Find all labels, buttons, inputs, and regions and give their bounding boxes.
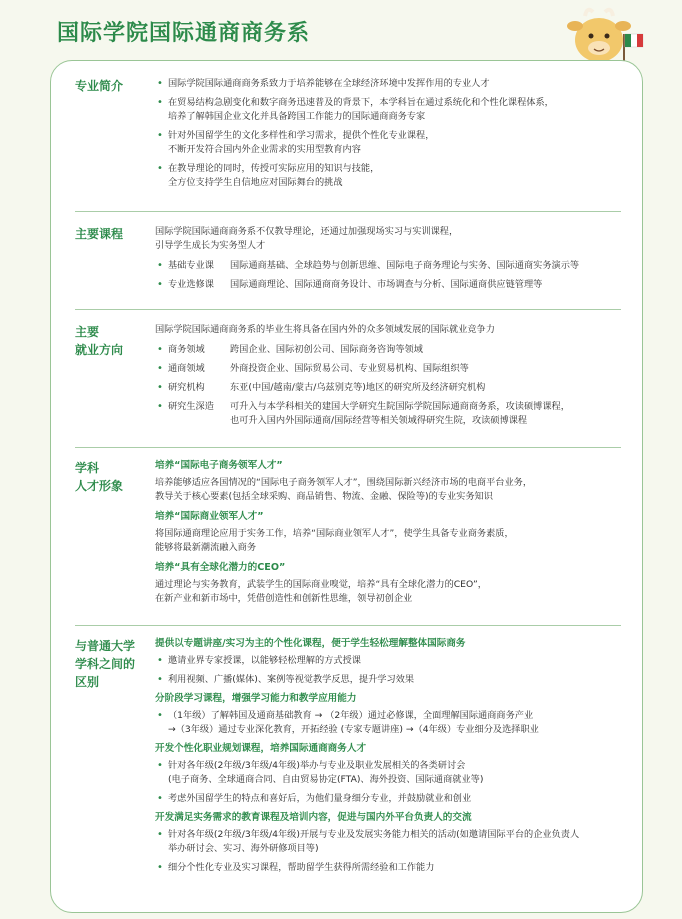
difference-heading: 开发个性化职业规划课程，培养国际通商商务人才 [155, 743, 367, 754]
list-item [155, 362, 625, 376]
divider [75, 447, 621, 448]
difference-heading: 开发满足实务需求的教育课程及培训内容，促进与国内外平台负责人的交流 [155, 812, 472, 823]
career-field: • 研究机构 [168, 382, 205, 393]
list-item: • 细分个性化专业及实习课程，帮助留学生获得所需经验和工作能力 [155, 861, 625, 875]
talent-heading: 培养“国际电子商务领军人才” [155, 460, 283, 471]
career-field: • 商务领域 [168, 344, 205, 355]
section-title-careers: 主要 就业方向 [75, 325, 124, 357]
cow-mascot-icon [563, 0, 649, 64]
list-item: • 考虑外国留学生的特点和喜好后，为他们量身细分专业，并鼓励就业和创业 [155, 792, 625, 806]
list-item: • 针对各年级(2年级/3年级/4年级)开展与专业及发展实务能力相关的活动(如邀请国际平台的企业负责人 举办研讨会、实习、海外研修项目等) [155, 828, 625, 856]
talent-text: 培养能够适应各国情况的“国际电子商务领军人才”，围绕国际新兴经济市场的电商平台业务， 教导关于核心要素(包括全球采购、商品销售、物流、金融、保险等)的专业实务知识 [155, 477, 533, 502]
list-item [155, 278, 625, 292]
list-item: • 邀请业界专家授课，以能够轻松理解的方式授课 [155, 654, 625, 668]
difference-heading: 提供以专题讲座/实习为主的个性化课程，便于学生轻松理解整体国际商务 [155, 638, 466, 649]
career-field: • 通商领域 [168, 363, 205, 374]
career-detail: 外商投资企业、国际贸易公司、专业贸易机构、国际组织等 [230, 363, 469, 374]
list-item [155, 343, 625, 357]
talent-text: 将国际通商理论应用于实务工作，培养“国际商业领军人才”，使学生具备专业商务素质， 能够将最新潮流融入商务 [155, 528, 514, 553]
list-item: • （1年级）了解韩国及通商基础教育 → （2年级）通过必修课，全面理解国际通商商务产业 →（3年级）通过专业深化教育，开拓经验 (专家专题讲座) →（4年级）专业细分及选择职业 [155, 709, 625, 737]
course-type: • 专业选修课 [168, 279, 214, 290]
section-title-intro: 专业简介 [75, 79, 124, 93]
career-detail: 东亚(中国/越南/蒙古/乌兹别克等)地区的研究所及经济研究机构 [230, 382, 486, 393]
difference-heading: 分阶段学习课程，增强学习能力和教学应用能力 [155, 693, 357, 704]
section-title-courses: 主要课程 [75, 227, 124, 241]
content-card [50, 60, 643, 913]
careers-intro: 国际学院国际通商商务系的毕业生将具备在国内外的众多领域发展的国际就业竞争力 [155, 324, 495, 335]
section-title-talent: 学科 人才形象 [75, 461, 124, 493]
courses-intro: 国际学院国际通商商务系不仅教导理论，还通过加强现场实习与实训课程， 引导学生成长为实务型人才 [155, 226, 459, 251]
divider [75, 625, 621, 626]
page-title: 国际学院国际通商商务系 [57, 21, 311, 46]
talent-heading: 培养“国际商业领军人才” [155, 511, 264, 522]
talent-text: 通过理论与实务教育，武装学生的国际商业嗅觉，培养“具有全球化潜力的CEO”， 在新产业和新市场中，凭借创造性和创新性思维，领导初创企业 [155, 579, 487, 604]
section-title-difference: 与普通大学 学科之间的 区别 [75, 639, 136, 689]
list-item [155, 381, 625, 395]
list-item [155, 259, 625, 273]
list-item [155, 400, 625, 428]
talent-heading: 培养“具有全球化潜力的CEO” [155, 562, 286, 573]
career-field: • 研究生深造 [168, 401, 214, 412]
list-item: • 在教导理论的同时，传授可实际应用的知识与技能， 全方位支持学生自信地应对国际舞台的挑战 [155, 162, 625, 190]
course-list: 国际通商理论、国际通商商务设计、市场调查与分析、国际通商供应链管理等 [230, 279, 543, 290]
list-item: • 针对各年级(2年级/3年级/4年级)举办与专业及职业发展相关的各类研讨会 (电子商务、全球通商合同、自由贸易协定(FTA)、海外投资、国际通商就业等) [155, 759, 625, 787]
course-list: 国际通商基础、全球趋势与创新思维、国际电子商务理论与实务、国际通商实务演示等 [230, 260, 580, 271]
list-item: • 针对外国留学生的文化多样性和学习需求，提供个性化专业课程， 不断开发符合国内外企业需求的实用型教育内容 [155, 129, 625, 157]
divider [75, 309, 621, 310]
divider [75, 211, 621, 212]
career-detail: 可升入与本学科相关的建国大学研究生院国际学院国际通商商务系，攻读硕博课程， 也可升入国内外国际通商/国际经营等相关领域得研究生院，攻读硕博课程 [230, 401, 570, 426]
course-type: • 基础专业课 [168, 260, 214, 271]
flag-icon [623, 34, 643, 62]
list-item: • 在贸易结构急剧变化和数字商务迅速普及的背景下，本学科旨在通过系统化和个性化课程体系， 培养了解韩国企业文化并具备跨国工作能力的国际通商商务专家 [155, 96, 625, 124]
career-detail: 跨国企业、国际初创公司、国际商务咨询等领域 [230, 344, 423, 355]
list-item: • 利用视频、广播(媒体)、案例等视觉教学反思，提升学习效果 [155, 673, 625, 687]
list-item: • 国际学院国际通商商务系致力于培养能够在全球经济环境中发挥作用的专业人才 [155, 77, 625, 91]
